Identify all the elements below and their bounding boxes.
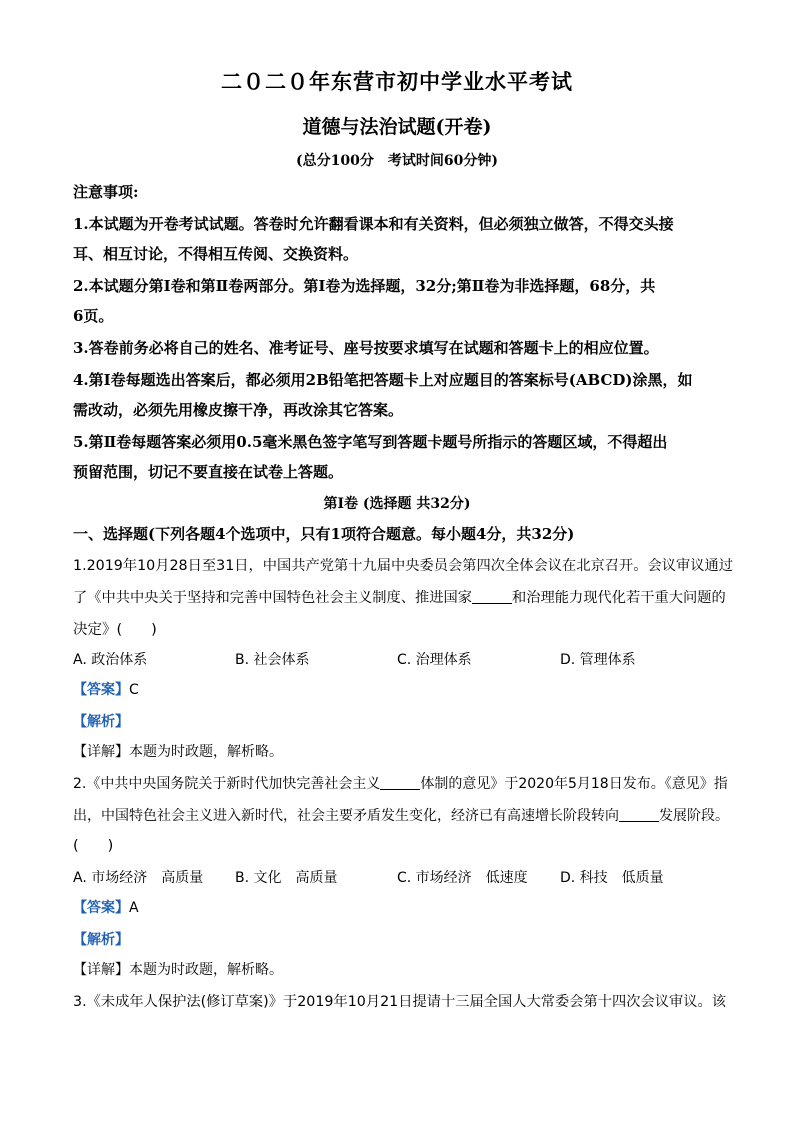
answer-blank	[472, 589, 512, 604]
exam-title: 二０二０年东营市初中学业水平考试	[221, 69, 573, 94]
question-2-text-part: 发展阶段。	[659, 808, 729, 824]
question-2-answer	[73, 898, 733, 918]
answer-label: 【答案】	[73, 682, 129, 698]
question-2-text-part: 体制的意见》于2020年5月18日发布。《意见》指	[420, 776, 728, 792]
question-1-option-a: A. 政治体系	[73, 652, 148, 668]
section-heading: 一、选择题(下列各题4个选项中，只有1项符合题意。每小题4分，共32分)	[73, 525, 575, 543]
question-2-option-d: D. 科技 低质量	[560, 870, 664, 886]
question-2-option-c: C. 市场经济 低速度	[397, 870, 528, 886]
question-2-analysis	[73, 930, 733, 950]
question-1-text	[73, 588, 733, 608]
detail-label: 【详解】	[73, 962, 129, 978]
question-3-text: 3.《未成年人保护法(修订草案)》于2019年10月21日提请十三届全国人大常委会第十四次会议审议。该	[73, 994, 726, 1010]
note-line: 耳、相互讨论，不得相互传阅、交换资料。	[73, 245, 359, 263]
detail-text: 本题为时政题，解析略。	[129, 962, 283, 978]
question-2-option-b: B. 文化 高质量	[235, 870, 338, 886]
note-line: 4.第Ⅰ卷每题选出答案后，都必须用2B铅笔把答题卡上对应题目的答案标号(ABCD)涂黑，如	[73, 371, 693, 389]
question-2-text	[73, 774, 733, 794]
question-1-analysis	[73, 712, 733, 732]
question-1-answer	[73, 680, 733, 700]
question-1-text-part: 了《中共中央关于坚持和完善中国特色社会主义制度、推进国家	[73, 590, 473, 606]
question-2-text: ( )	[73, 838, 114, 854]
detail-label: 【详解】	[73, 744, 129, 760]
section-title: 第Ⅰ卷 (选择题 共32分)	[323, 496, 471, 512]
question-1-text-part: 和治理能力现代化若干重大问题的	[512, 590, 726, 606]
answer-value: A	[129, 900, 139, 916]
question-1-detail	[73, 742, 733, 762]
note-line: 2.本试题分第Ⅰ卷和第Ⅱ卷两部分。第Ⅰ卷为选择题，32分;第Ⅱ卷为非选择题，68分，共	[73, 277, 656, 295]
analysis-label: 【解析】	[73, 714, 129, 730]
answer-value: C	[129, 682, 139, 698]
answer-label: 【答案】	[73, 900, 129, 916]
question-2-text-part: 2.《中共中央国务院关于新时代加快完善社会主义	[73, 776, 381, 792]
exam-subtitle: 道德与法治试题(开卷)	[302, 116, 492, 138]
note-line: 1.本试题为开卷考试试题。答卷时允许翻看课本和有关资料，但必须独立做答，不得交头接	[73, 215, 674, 233]
notes-heading: 注意事项:	[73, 183, 139, 201]
score-info: (总分100分 考试时间60分钟)	[296, 153, 498, 169]
question-2-option-a: A. 市场经济 高质量	[73, 870, 204, 886]
question-1-text: 决定》( )	[73, 622, 157, 638]
note-line: 预留范围，切记不要直接在试卷上答题。	[73, 463, 344, 481]
answer-blank	[380, 775, 420, 790]
note-line: 6页。	[73, 307, 114, 325]
answer-blank	[619, 807, 659, 822]
note-line: 需改动，必须先用橡皮擦干净，再改涂其它答案。	[73, 401, 404, 419]
question-1-option-d: D. 管理体系	[560, 652, 636, 668]
note-line: 5.第Ⅱ卷每题答案必须用0.5毫米黑色签字笔写到答题卡题号所指示的答题区域，不得超出	[73, 433, 668, 451]
detail-text: 本题为时政题，解析略。	[129, 744, 283, 760]
question-2-detail	[73, 960, 733, 980]
question-2-text	[73, 806, 733, 826]
question-2-text-part: 出，中国特色社会主义进入新时代，社会主要矛盾发生变化，经济已有高速增长阶段转向	[73, 808, 619, 824]
question-1-text: 1.2019年10月28日至31日，中国共产党第十九届中央委员会第四次全体会议在北京召开。会议审议通过	[73, 558, 734, 574]
note-line: 3.答卷前务必将自己的姓名、准考证号、座号按要求填写在试题和答题卡上的相应位置。	[73, 339, 659, 357]
question-1-option-c: C. 治理体系	[397, 652, 472, 668]
analysis-label: 【解析】	[73, 932, 129, 948]
question-1-option-b: B. 社会体系	[235, 652, 310, 668]
